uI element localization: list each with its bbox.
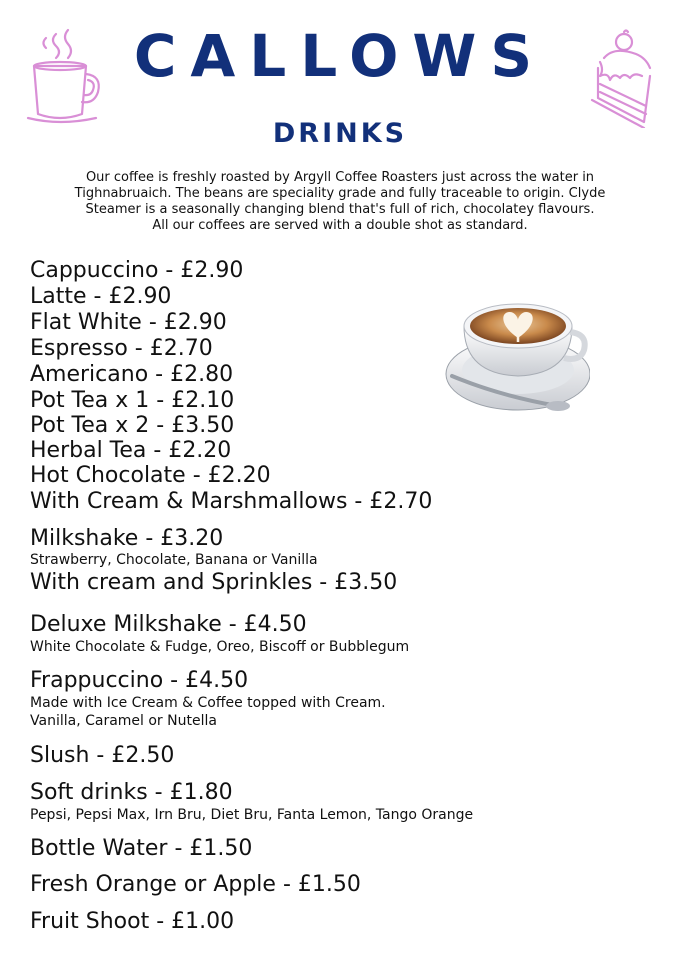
page-title: CALLOWS (133, 22, 547, 90)
menu-item-americano: Americano - £2.80 (30, 362, 234, 387)
intro-line: Steamer is a seasonally changing blend that's full of rich, chocolatey flavours. (85, 202, 595, 217)
menu-item-bottle-water: Bottle Water - £1.50 (30, 836, 253, 861)
menu-item-soft-drinks: Soft drinks - £1.80 (30, 780, 233, 805)
menu-item-milkshake-cream: With cream and Sprinkles - £3.50 (30, 570, 398, 595)
menu-item-pot-tea-1: Pot Tea x 1 - £2.10 (30, 388, 235, 413)
menu-item-hot-chocolate-cream: With Cream & Marshmallows - £2.70 (30, 489, 433, 514)
menu-item-flat-white: Flat White - £2.90 (30, 310, 227, 335)
menu-note-deluxe-flavours: White Chocolate & Fudge, Oreo, Biscoff or Bubblegum (30, 639, 410, 655)
page-subtitle: DRINKS (272, 118, 408, 149)
intro-line: All our coffees are served with a double shot as standard. (152, 218, 528, 233)
menu-item-herbal-tea: Herbal Tea - £2.20 (30, 438, 232, 463)
menu-item-frappuccino: Frappuccino - £4.50 (30, 668, 249, 693)
menu-item-fresh-juice: Fresh Orange or Apple - £1.50 (30, 872, 361, 897)
menu-item-hot-chocolate: Hot Chocolate - £2.20 (30, 463, 271, 488)
menu-item-espresso: Espresso - £2.70 (30, 336, 213, 361)
menu-item-pot-tea-2: Pot Tea x 2 - £3.50 (30, 413, 235, 438)
intro-line: Our coffee is freshly roasted by Argyll Coffee Roasters just across the water in (85, 170, 595, 185)
menu-item-latte: Latte - £2.90 (30, 284, 172, 309)
intro-paragraph (30, 170, 650, 234)
menu-item-cappuccino: Cappuccino - £2.90 (30, 258, 244, 283)
intro-line: Tighnabruaich. The beans are speciality grade and fully traceable to origin. Clyde (74, 186, 606, 201)
menu-item-slush: Slush - £2.50 (30, 743, 175, 768)
latte-art-cup-photo (440, 296, 590, 416)
menu-note-frappuccino-flavours: Vanilla, Caramel or Nutella (30, 713, 217, 729)
menu-note-milkshake-flavours: Strawberry, Chocolate, Banana or Vanilla (30, 552, 318, 568)
menu-note-soft-drinks: Pepsi, Pepsi Max, Irn Bru, Diet Bru, Fanta Lemon, Tango Orange (30, 807, 474, 823)
menu-item-deluxe-milkshake: Deluxe Milkshake - £4.50 (30, 612, 307, 637)
menu-item-fruit-shoot: Fruit Shoot - £1.00 (30, 909, 235, 934)
menu-item-milkshake: Milkshake - £3.20 (30, 526, 224, 551)
menu-note-frappuccino: Made with Ice Cream & Coffee topped with Cream. (30, 695, 386, 711)
